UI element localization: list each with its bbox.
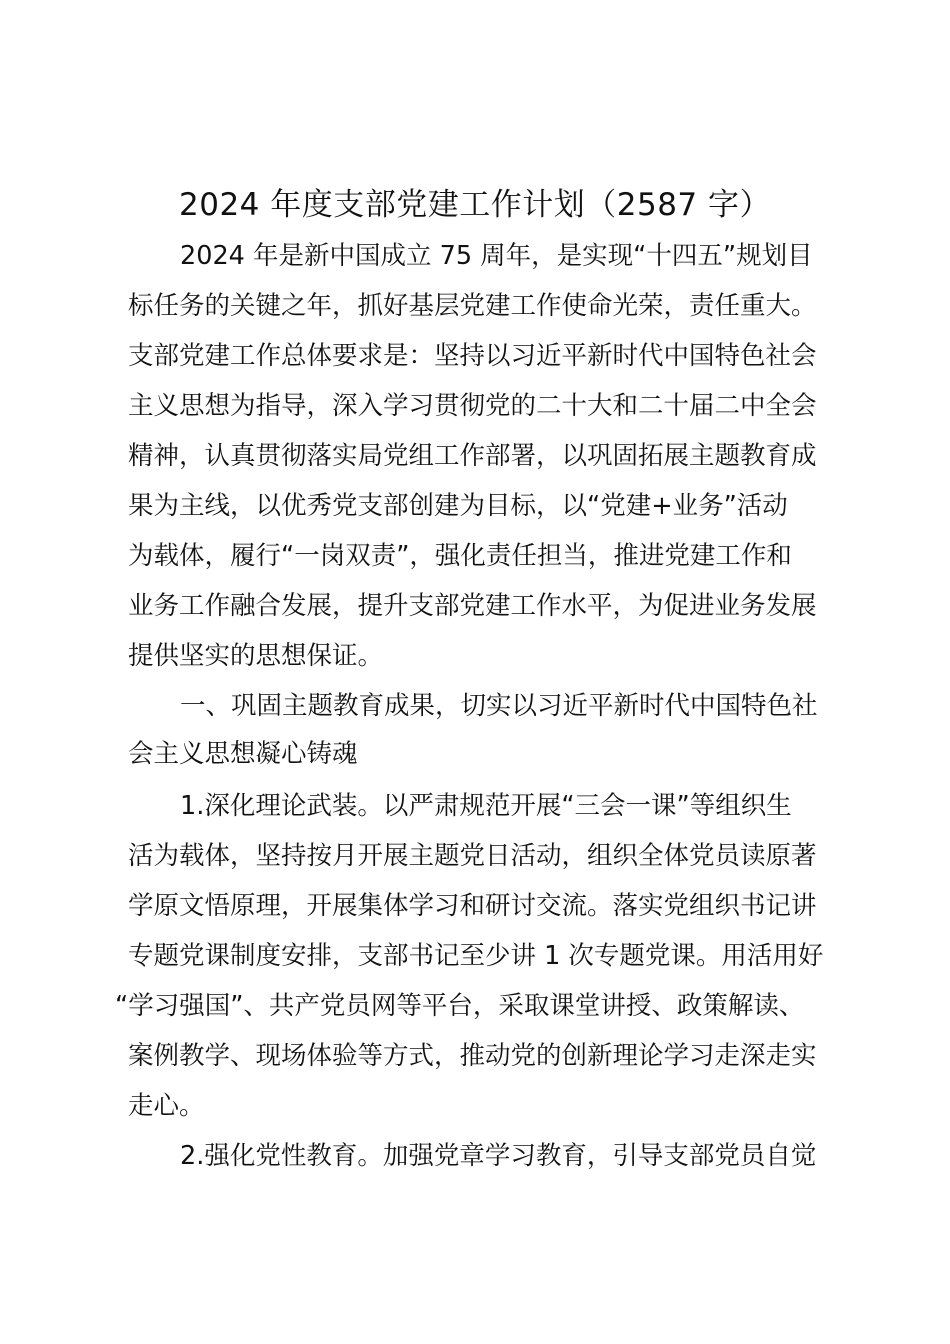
body-line-12: 学原文悟原理，开展集体学习和研讨交流。落实党组织书记讲 (128, 891, 817, 921)
body-line-1: 2024 年是新中国成立 75 周年，是实现“十四五”规划目 (180, 241, 813, 271)
body-line-11: 活为载体，坚持按月开展主题党日活动，组织全体党员读原著 (128, 841, 817, 871)
body-line-17: 2.强化党性教育。加强党章学习教育，引导支部党员自觉 (180, 1141, 817, 1171)
section-heading-line-2: 会主义思想凝心铸魂 (128, 739, 358, 769)
body-line-13: 专题党课制度安排，支部书记至少讲 1 次专题党课。用活用好 (128, 941, 824, 971)
body-line-2: 标任务的关键之年，抓好基层党建工作使命光荣，责任重大。 (128, 291, 817, 321)
body-line-10: 1.深化理论武装。以严肃规范开展“三会一课”等组织生 (180, 791, 792, 821)
body-line-14: “学习强国”、共产党员网等平台，采取课堂讲授、政策解读、 (115, 991, 805, 1021)
body-line-8: 业务工作融合发展，提升支部党建工作水平，为促进业务发展 (128, 591, 817, 621)
body-line-9: 提供坚实的思想保证。 (128, 641, 384, 671)
body-line-5: 精神，认真贯彻落实局党组工作部署，以巩固拓展主题教育成 (128, 441, 817, 471)
body-line-16: 走心。 (128, 1091, 205, 1121)
body-line-7: 为载体，履行“一岗双责”，强化责任担当，推进党建工作和 (128, 541, 792, 571)
body-line-3: 支部党建工作总体要求是：坚持以习近平新时代中国特色社会 (128, 341, 817, 371)
body-line-4: 主义思想为指导，深入学习贯彻党的二十大和二十届二中全会 (128, 391, 817, 421)
body-line-6: 果为主线，以优秀党支部创建为目标，以“党建+业务”活动 (128, 491, 788, 521)
body-line-15: 案例教学、现场体验等方式，推动党的创新理论学习走深走实 (128, 1041, 817, 1071)
section-heading-line-1: 一、巩固主题教育成果，切实以习近平新时代中国特色社 (180, 691, 818, 721)
document-title: 2024 年度支部党建工作计划（2587 字） (179, 187, 771, 223)
